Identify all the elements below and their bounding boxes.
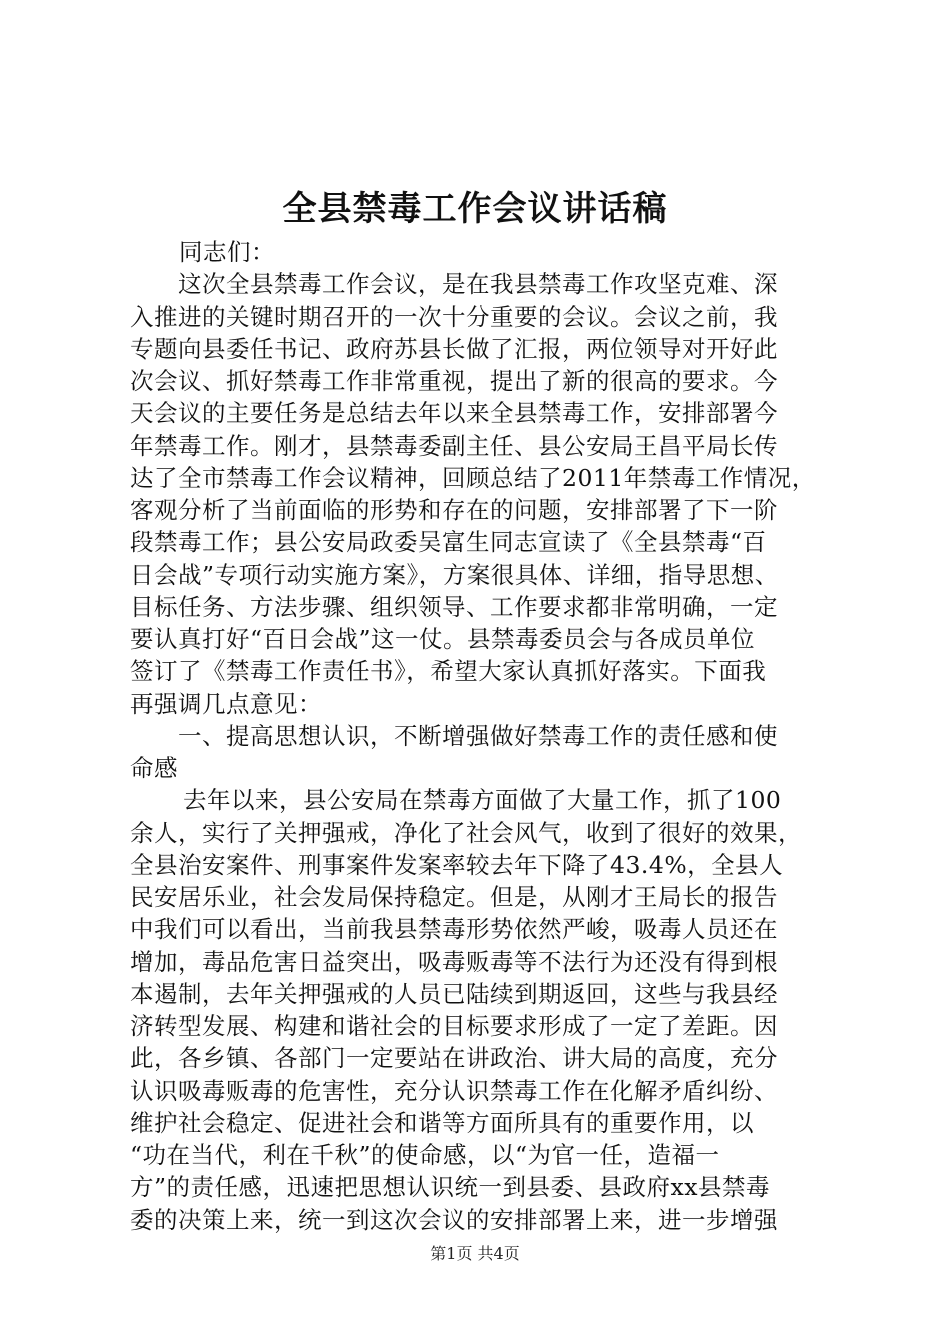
body-line: 专题向县委任书记、政府苏县长做了汇报，两位领导对开好此 xyxy=(130,334,778,363)
body-line: 中我们可以看出，当前我县禁毒形势依然严峻，吸毒人员还在 xyxy=(130,915,778,944)
body-line: 全县治安案件、刑事案件发案率较去年下降了43.4%，全县人 xyxy=(130,850,784,879)
body-line: “功在当代，利在千秋”的使命感，以“为官一任，造福一 xyxy=(130,1141,720,1169)
body-line: 本遏制，去年关押强戒的人员已陆续到期返回，这些与我县经 xyxy=(130,979,778,1008)
body-line: 增加，毒品危害日益突出，吸毒贩毒等不法行为还没有得到根 xyxy=(130,947,778,976)
body-line: 日会战”专项行动实施方案》，方案很具体、详细，指导思想、 xyxy=(130,560,779,589)
document-body xyxy=(130,236,830,1236)
body-line: 段禁毒工作；县公安局政委吴富生同志宣读了《全县禁毒“百 xyxy=(130,528,767,557)
body-line: 方”的责任感，迅速把思想认识统一到县委、县政府xx县禁毒 xyxy=(130,1173,771,1202)
body-line: 民安居乐业，社会发局保持稳定。但是，从刚才王局长的报告 xyxy=(130,883,778,911)
body-line: 入推进的关键时期召开的一次十分重要的会议。会议之前，我 xyxy=(130,302,778,331)
body-line: 次会议、抓好禁毒工作非常重视，提出了新的很高的要求。今 xyxy=(130,367,778,395)
body-line: 委的决策上来，统一到这次会议的安排部署上来，进一步增强 xyxy=(130,1205,778,1234)
body-line: 达了全市禁毒工作会议精神，回顾总结了2011年禁毒工作情况， xyxy=(130,463,816,492)
body-line: 余人，实行了关押强戒，净化了社会风气，收到了很好的效果， xyxy=(130,818,802,847)
body-line: 维护社会稳定、促进社会和谐等方面所具有的重要作用，以 xyxy=(130,1108,754,1137)
body-line: 此，各乡镇、各部门一定要站在讲政治、讲大局的高度，充分 xyxy=(130,1044,778,1073)
body-line: 客观分析了当前面临的形势和存在的问题，安排部署了下一阶 xyxy=(130,496,778,524)
body-line: 认识吸毒贩毒的危害性，充分认识禁毒工作在化解矛盾纠纷、 xyxy=(130,1076,778,1105)
section-heading-line: 命感 xyxy=(130,754,178,782)
body-line: 这次全县禁毒工作会议，是在我县禁毒工作攻坚克难、深 xyxy=(178,270,778,299)
body-line: 去年以来，县公安局在禁毒方面做了大量工作，抓了100 xyxy=(183,786,782,815)
page-number-footer: 第1页 共4页 xyxy=(430,1244,520,1263)
body-line: 再强调几点意见： xyxy=(130,689,322,718)
section-heading-line: 一、提高思想认识，不断增强做好禁毒工作的责任感和使 xyxy=(178,721,778,750)
body-line: 要认真打好“百日会战”这一仗。县禁毒委员会与各成员单位 xyxy=(130,625,756,653)
body-line: 目标任务、方法步骤、组织领导、工作要求都非常明确，一定 xyxy=(130,592,778,621)
document-title: 全县禁毒工作会议讲话稿 xyxy=(282,189,668,229)
greeting-line: 同志们： xyxy=(179,238,275,266)
body-line: 天会议的主要任务是总结去年以来全县禁毒工作，安排部署今 xyxy=(130,399,778,428)
body-line: 年禁毒工作。刚才，县禁毒委副主任、县公安局王昌平局长传 xyxy=(130,431,778,460)
body-line: 签订了《禁毒工作责任书》，希望大家认真抓好落实。下面我 xyxy=(130,657,767,686)
body-line: 济转型发展、构建和谐社会的目标要求形成了一定了差距。因 xyxy=(130,1012,778,1040)
